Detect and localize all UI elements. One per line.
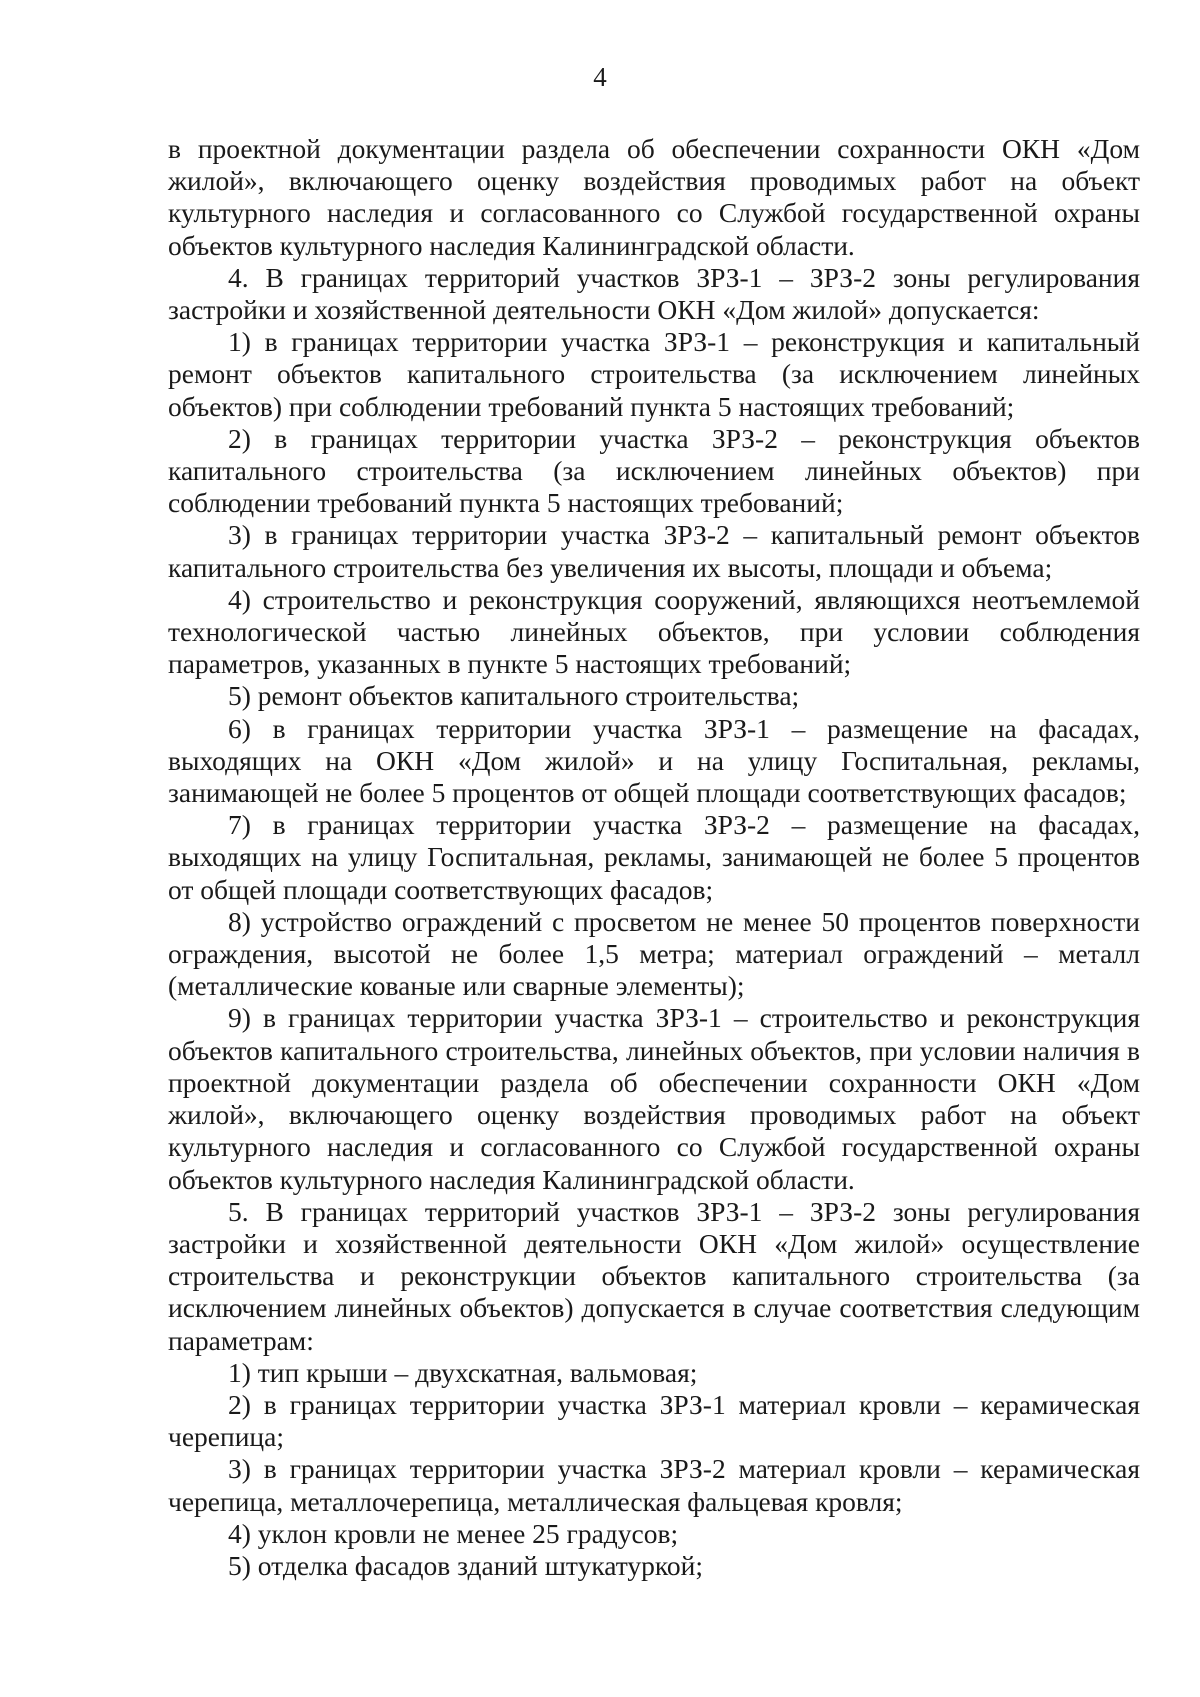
list-item-5-5: 5) отделка фасадов зданий штукатуркой; bbox=[228, 1549, 703, 1581]
list-item-4-6: 6) в границах территории участка ЗРЗ-1 – размещение на фасадах, выходящих на ОКН «Дом жилой» и на улицу Госпитальная, рекламы, занимающей не более 5 процентов от общей площади соответствующих фасадов; bbox=[168, 712, 1140, 809]
paragraph-clause-5: 5. В границах территорий участков ЗРЗ-1 – ЗРЗ-2 зоны регулирования застройки и хозяйственной деятельности ОКН «Дом жилой» осуществление строительства и реконструкции объектов капитального строительства (за исключением линейных объектов) допускается в случае соответствия следующим параметрам: bbox=[168, 1195, 1140, 1356]
list-item-4-2: 2) в границах территории участка ЗРЗ-2 – реконструкция объектов капитального строительства (за исключением линейных объектов) при соблюдении требований пункта 5 настоящих требований; bbox=[168, 422, 1140, 519]
list-item-4-1: 1) в границах территории участка ЗРЗ-1 – реконструкция и капитальный ремонт объектов капитального строительства (за исключением линейных объектов) при соблюдении требований пункта 5 настоящих требований; bbox=[168, 326, 1140, 422]
list-item-4-5: 5) ремонт объектов капитального строительства; bbox=[228, 680, 800, 712]
list-item-4-3: 3) в границах территории участка ЗРЗ-2 – капитальный ремонт объектов капитального строительства без увеличения их высоты, площади и объема; bbox=[168, 519, 1140, 583]
list-item-5-1: 1) тип крыши – двухскатная, вальмовая; bbox=[228, 1356, 698, 1388]
list-item-5-3: 3) в границах территории участка ЗРЗ-2 материал кровли – керамическая черепица, металлочерепица, металлическая фальцевая кровля; bbox=[168, 1453, 1140, 1517]
list-item-4-8: 8) устройство ограждений с просветом не менее 50 процентов поверхности ограждения, высотой не более 1,5 метра; материал ограждений – металл (металлические кованые или сварные элементы); bbox=[168, 905, 1140, 1002]
list-item-5-4: 4) уклон кровли не менее 25 градусов; bbox=[228, 1517, 679, 1549]
list-item-4-4: 4) строительство и реконструкция сооружений, являющихся неотъемлемой технологической частью линейных объектов, при условии соблюдения параметров, указанных в пункте 5 настоящих требований; bbox=[168, 583, 1140, 680]
page-number: 4 bbox=[593, 62, 607, 92]
list-item-4-9: 9) в границах территории участка ЗРЗ-1 – строительство и реконструкция объектов капитального строительства, линейных объектов, при условии наличия в проектной документации раздела об обеспечении сохранности ОКН «Дом жилой», включающего оценку воздействия проводимых работ на объект культурного наследия и согласованного со Службой государственной охраны объектов культурного наследия Калининградской области. bbox=[168, 1002, 1140, 1195]
list-item-4-7: 7) в границах территории участка ЗРЗ-2 – размещение на фасадах, выходящих на улицу Госпитальная, рекламы, занимающей не более 5 процентов от общей площади соответствующих фасадов; bbox=[168, 809, 1140, 905]
paragraph-clause-4: 4. В границах территорий участков ЗРЗ-1 – ЗРЗ-2 зоны регулирования застройки и хозяйственной деятельности ОКН «Дом жилой» допускается: bbox=[168, 261, 1140, 326]
document-body bbox=[168, 133, 1140, 1582]
list-item-5-2: 2) в границах территории участка ЗРЗ-1 материал кровли – керамическая черепица; bbox=[168, 1388, 1140, 1453]
paragraph-continuation: в проектной документации раздела об обеспечении сохранности ОКН «Дом жилой», включающего оценку воздействия проводимых работ на объект культурного наследия и согласованного со Службой государственной охраны объектов культурного наследия Калининградской области. bbox=[168, 133, 1140, 261]
